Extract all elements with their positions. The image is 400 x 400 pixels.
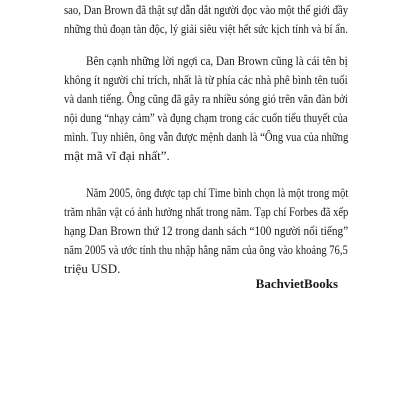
paragraph-2-line-6: mật mã vĩ đại nhất”. xyxy=(64,148,170,163)
paragraph-3-line-3: hạng Dan Brown thứ 12 trong danh sách “100 người nổi tiếng” xyxy=(64,223,349,238)
paragraph-2-line-5: mình. Tuy nhiên, ông vẫn được mệnh danh là “Ông vua của những xyxy=(64,129,349,144)
paragraph-3-line-4: năm 2005 và ước tính thu nhập hằng năm của ông vào khoảng 76,5 xyxy=(64,242,348,257)
paragraph-2-line-4: nội dung “nhạy cảm” và đụng chạm trong các cuốn tiểu thuyết của xyxy=(64,110,348,125)
paragraph-3-line-1: Năm 2005, ông được tạp chí Time bình chọn là một trong một xyxy=(86,185,349,200)
paragraph-2-line-2: không ít người chỉ trích, nhất là từ phía các nhà phê bình tên tuổi xyxy=(64,72,348,87)
paragraph-2-line-1: Bên cạnh những lời ngợi ca, Dan Brown cũng là cái tên bị xyxy=(86,53,348,68)
paragraph-1-line-2: những thủ đoạn tàn độc, lý giải siêu việt hết sức kịch tính và bí ẩn. xyxy=(64,21,348,36)
paragraph-3-line-5: triệu USD. xyxy=(64,261,121,276)
paragraph-2-line-3: và danh tiếng. Ông cũng đã gây ra nhiều sóng gió trên văn đàn bởi xyxy=(64,91,348,106)
paragraph-1-line-1: sao, Dan Brown đã thật sự dẫn dắt người đọc vào một thế giới đầy xyxy=(64,2,349,17)
paragraph-3-line-2: trăm nhân vật có ảnh hưởng nhất trong năm. Tạp chí Forbes đã xếp xyxy=(64,204,349,219)
publisher-signature: BachvietBooks xyxy=(255,276,338,291)
